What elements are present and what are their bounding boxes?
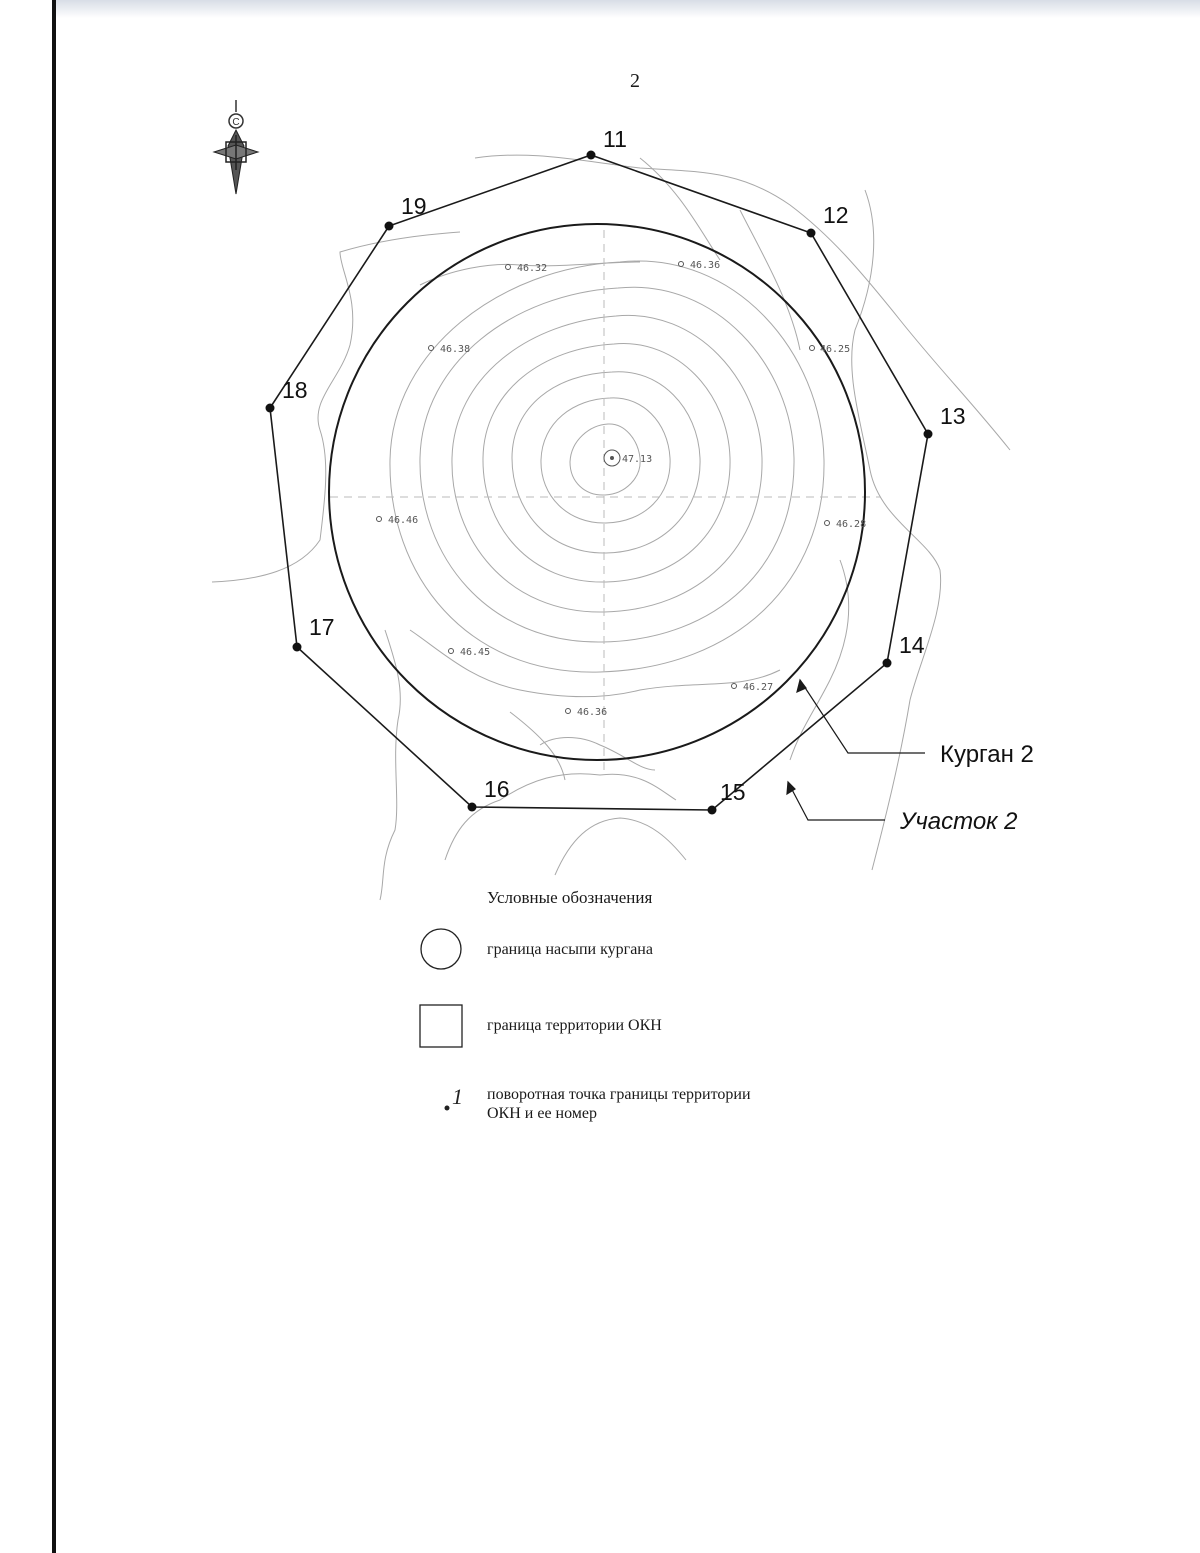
north-letter: С <box>232 117 240 128</box>
legend-point-label-line1: поворотная точка границы территории <box>487 1086 751 1103</box>
mound-callout-label: Курган 2 <box>940 741 1034 768</box>
boundary-point-label: 19 <box>401 193 427 219</box>
elevation-label: 46.32 <box>517 263 548 274</box>
elevation-label: 46.25 <box>820 344 851 355</box>
legend-point-dot <box>445 1106 450 1111</box>
callout-leaders <box>787 680 925 820</box>
legend-point-number: 1 <box>452 1084 463 1109</box>
boundary-point-label: 12 <box>823 202 849 228</box>
boundary-point-dot <box>266 404 275 413</box>
boundary-point-dot <box>587 151 596 160</box>
elevation-label: 46.27 <box>743 682 774 693</box>
elevation-label: 46.36 <box>577 707 608 718</box>
boundary-point-label: 14 <box>899 632 925 658</box>
legend-title: Условные обозначения <box>487 888 653 907</box>
elevation-label: 47.13 <box>622 454 653 465</box>
north-arrow-icon <box>214 100 258 194</box>
boundary-point-dot <box>807 229 816 238</box>
boundary-point-dot <box>385 222 394 231</box>
boundary-point-dot <box>924 430 933 439</box>
page-number: 2 <box>630 70 640 92</box>
boundary-point-label: 11 <box>603 126 627 152</box>
elevation-label: 46.38 <box>440 344 471 355</box>
elevation-label: 46.28 <box>836 519 867 530</box>
boundary-point-label: 18 <box>282 377 308 403</box>
legend-square-label: граница территории ОКН <box>487 1017 662 1034</box>
legend-circle-symbol <box>421 929 461 969</box>
legend-point-label-line2: ОКН и ее номер <box>487 1105 598 1122</box>
mound-boundary-circle <box>329 224 865 760</box>
boundary-point-dot <box>468 803 477 812</box>
boundary-point-dot <box>883 659 892 668</box>
elevation-label: 46.46 <box>388 515 419 526</box>
plot-callout-label: Участок 2 <box>900 808 1018 835</box>
boundary-point-label: 16 <box>484 776 510 802</box>
boundary-point-label: 15 <box>720 779 746 805</box>
boundary-point-label: 17 <box>309 614 335 640</box>
boundary-point-dot <box>293 643 302 652</box>
boundary-vertices <box>266 126 966 815</box>
legend-circle-label: граница насыпи кургана <box>487 941 653 958</box>
boundary-point-label: 13 <box>940 403 966 429</box>
elevation-label: 46.45 <box>460 647 491 658</box>
boundary-point-dot <box>708 806 717 815</box>
elevation-label: 46.36 <box>690 260 721 271</box>
legend-square-symbol <box>420 1005 462 1047</box>
